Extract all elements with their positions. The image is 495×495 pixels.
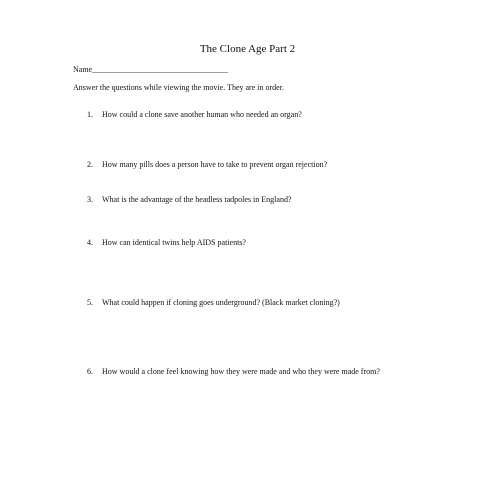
question-item (87, 238, 427, 247)
question-text: How many pills does a person have to take to prevent organ rejection? (102, 160, 328, 169)
question-item (87, 160, 427, 169)
instructions-text: Answer the questions while viewing the movie. They are in order. (73, 83, 284, 92)
question-item (87, 110, 427, 119)
question-text: What is the advantage of the headless tadpoles in England? (102, 195, 292, 204)
question-text: How can identical twins help AIDS patients? (102, 238, 246, 247)
question-item (87, 367, 427, 376)
question-text: What could happen if cloning goes underground? (Black market cloning?) (102, 298, 340, 307)
question-text: How would a clone feel knowing how they were made and who they were made from? (102, 367, 380, 376)
question-number: 3. (87, 195, 93, 204)
question-number: 5. (87, 298, 93, 307)
name-field-label: Name__________________________________ (73, 65, 229, 74)
question-item (87, 298, 427, 307)
question-text: How could a clone save another human who needed an organ? (102, 110, 302, 119)
question-number: 1. (87, 110, 93, 119)
question-item (87, 195, 427, 204)
question-number: 2. (87, 160, 93, 169)
page-title: The Clone Age Part 2 (199, 43, 296, 55)
question-number: 4. (87, 238, 93, 247)
question-number: 6. (87, 367, 93, 376)
